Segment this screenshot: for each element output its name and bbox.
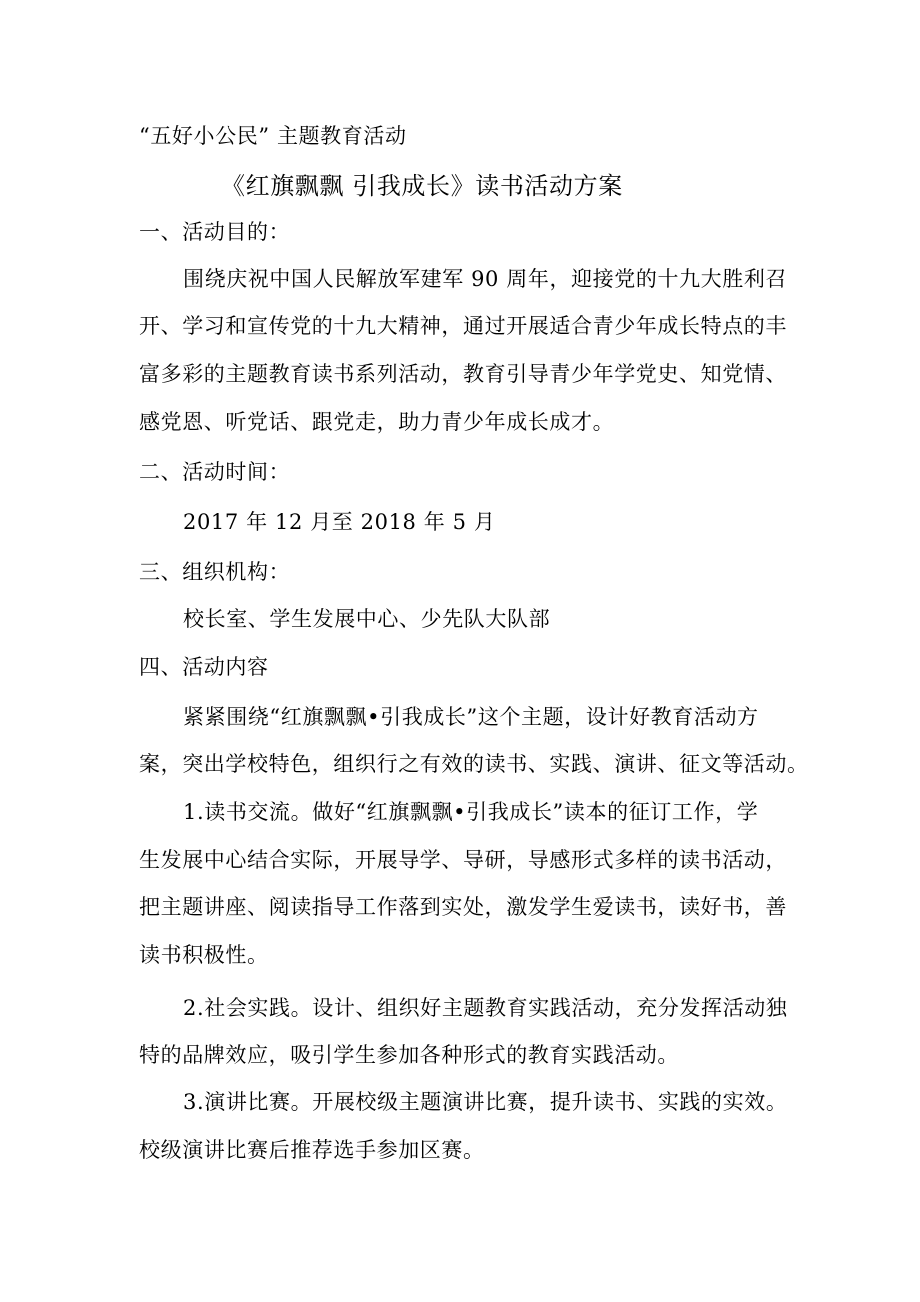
document-subtitle: “五好小公民” 主题教育活动: [139, 124, 407, 148]
paragraph-line: 2017 年 12 月至 2018 年 5 月: [183, 510, 496, 534]
paragraph-line: 校级演讲比赛后推荐选手参加区赛。: [139, 1138, 485, 1162]
paragraph-line: 案，突出学校特色，组织行之有效的读书、实践、演讲、征文等活动。: [139, 752, 809, 776]
paragraph-line: 特的品牌效应，吸引学生参加各种形式的教育实践活动。: [139, 1043, 679, 1067]
paragraph-line: 校长室、学生发展中心、少先队大队部: [183, 607, 551, 631]
section-heading-time: 二、活动时间：: [139, 460, 291, 484]
paragraph-line: 2.社会实践。设计、组织好主题教育实践活动，充分发挥活动独: [183, 996, 788, 1020]
paragraph-line: 紧紧围绕“红旗飘飘•引我成长”这个主题，设计好教育活动方: [183, 705, 759, 729]
section-heading-organization: 三、组织机构：: [139, 560, 291, 584]
paragraph-line: 3.演讲比赛。开展校级主题演讲比赛，提升读书、实践的实效。: [183, 1090, 788, 1114]
document-title: 《红旗飘飘 引我成长》读书活动方案: [221, 172, 623, 200]
paragraph-line: 围绕庆祝中国人民解放军建军 90 周年，迎接党的十九大胜利召: [183, 267, 788, 291]
paragraph-line: 生发展中心结合实际，开展导学、导研，导感形式多样的读书活动，: [139, 848, 787, 872]
section-heading-purpose: 一、活动目的：: [139, 220, 291, 244]
paragraph-line: 把主题讲座、阅读指导工作落到实处，激发学生爱读书，读好书，善: [139, 895, 787, 919]
paragraph-line: 富多彩的主题教育读书系列活动，教育引导青少年学党史、知党情、: [139, 362, 787, 386]
paragraph-line: 感党恩、听党话、跟党走，助力青少年成长成才。: [139, 410, 615, 434]
paragraph-line: 读书积极性。: [139, 943, 269, 967]
paragraph-line: 1.读书交流。做好“红旗飘飘•引我成长”读本的征订工作，学: [183, 800, 759, 824]
paragraph-line: 开、学习和宣传党的十九大精神，通过开展适合青少年成长特点的丰: [139, 314, 787, 338]
section-heading-content: 四、活动内容: [139, 655, 269, 679]
